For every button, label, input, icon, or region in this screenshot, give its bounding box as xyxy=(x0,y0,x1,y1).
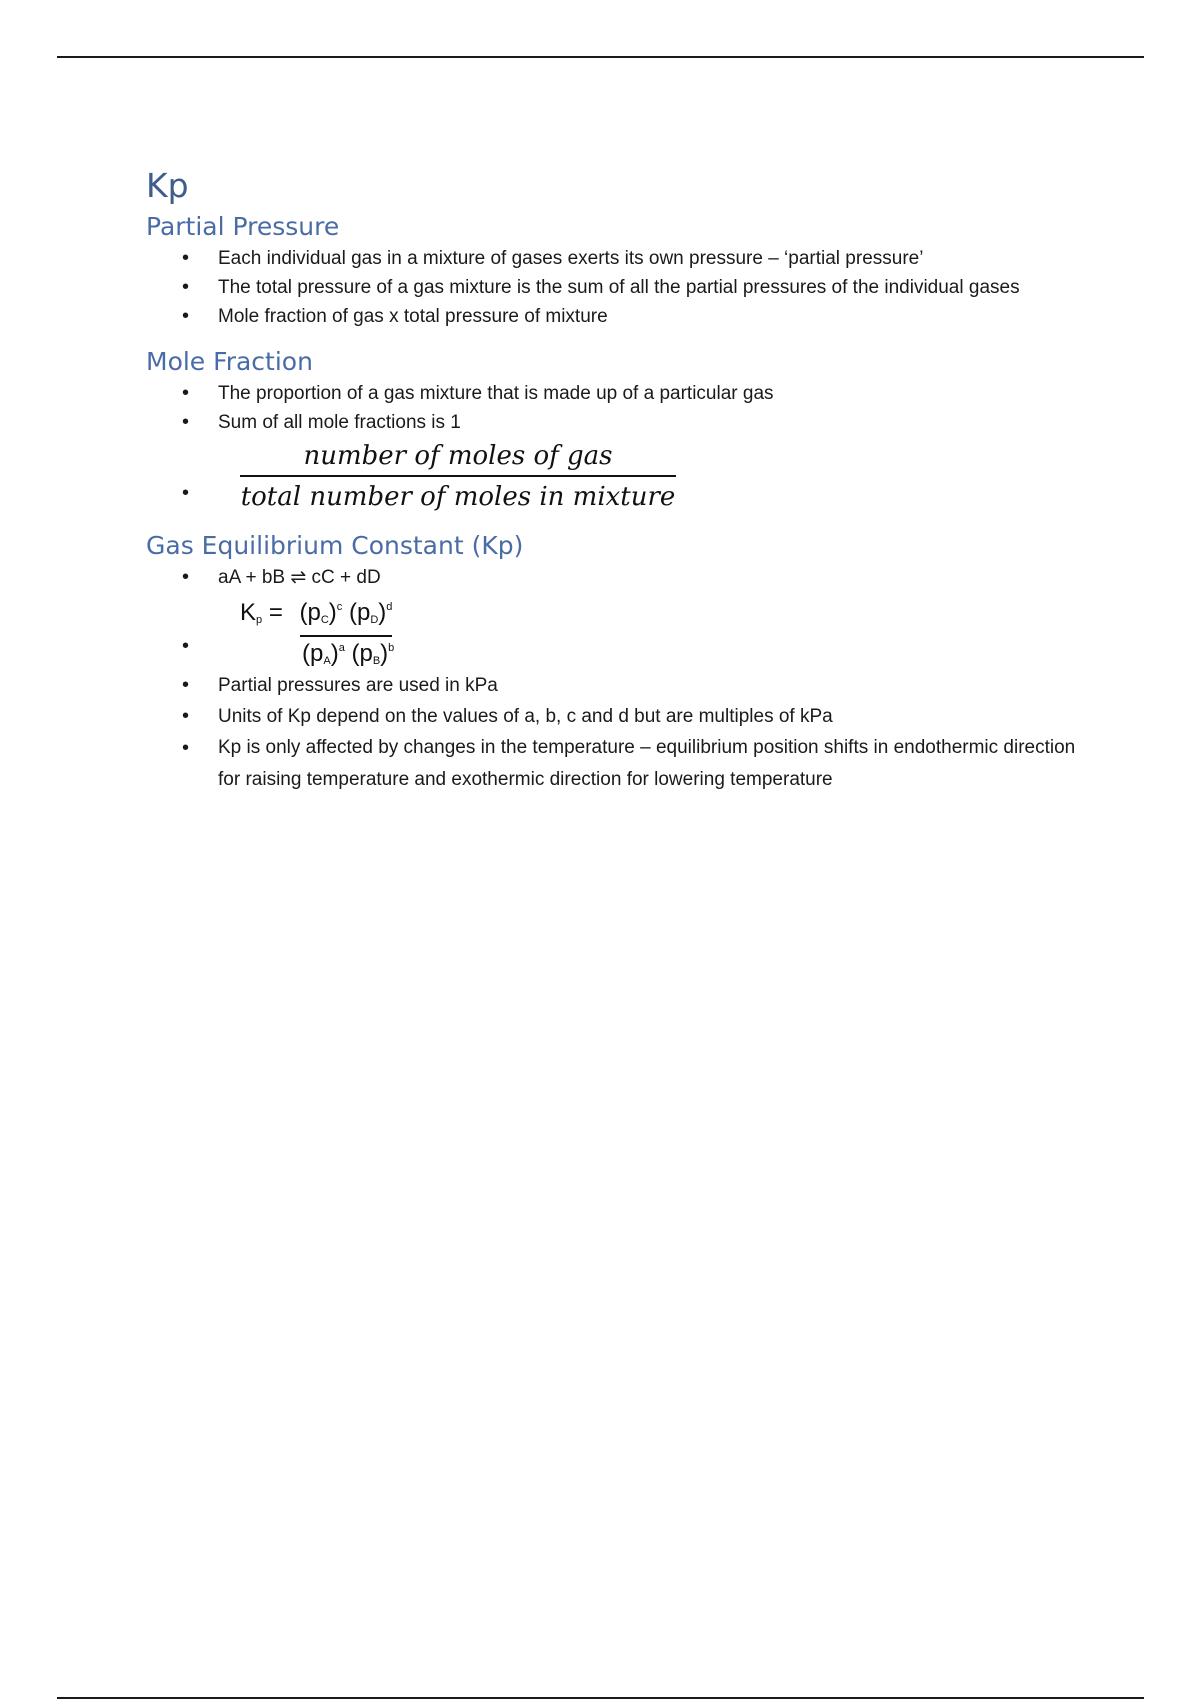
footer-rule xyxy=(57,1697,1144,1699)
partial-pressure-list xyxy=(146,244,1086,331)
mole-fraction-list xyxy=(146,379,1086,517)
heading-partial-pressure: Partial Pressure xyxy=(146,212,340,241)
heading-gas-equilibrium-constant: Gas Equilibrium Constant (Kp) xyxy=(146,531,524,560)
bullet-icon: • xyxy=(182,482,190,504)
list-item: • The proportion of a gas mixture that is made up of a particular gas xyxy=(146,379,1086,408)
formula-numerator: number of moles of gas xyxy=(240,437,676,477)
mole-fraction-formula-item xyxy=(146,437,1086,517)
list-item: • Units of Kp depend on the values of a, b, c and d but are multiples of kPa xyxy=(146,701,1086,732)
bullet-icon: • xyxy=(182,247,190,269)
bullet-icon: • xyxy=(182,635,190,657)
kp-formula-top: $K_p = (p_C)^c$ $(p_D)^d$ xyxy=(240,592,392,638)
mole-fraction-formula xyxy=(240,437,676,517)
bullet-icon: • xyxy=(182,566,190,588)
kp-formula-item xyxy=(146,592,1086,670)
bullet-icon: • xyxy=(182,674,190,696)
header-rule xyxy=(57,56,1144,58)
list-item: • Each individual gas in a mixture of gases exerts its own pressure – ‘partial pressure’ xyxy=(146,244,1086,273)
bullet-icon: • xyxy=(182,737,190,759)
equilibrium-equation: aA + bB ⇌ cC + dD xyxy=(218,567,381,588)
bullet-icon: • xyxy=(182,382,190,404)
bullet-icon: • xyxy=(182,305,190,327)
heading-mole-fraction: Mole Fraction xyxy=(146,347,313,376)
formula-denominator: total number of moles in mixture xyxy=(240,482,676,512)
list-item xyxy=(146,563,1086,592)
bullet-icon: • xyxy=(182,276,190,298)
list-item: • Sum of all mole fractions is 1 xyxy=(146,408,1086,437)
list-item: • Partial pressures are used in kPa xyxy=(146,670,1086,701)
kp-numerator: $(p_C)^c$ $(p_D)^d$ xyxy=(300,592,393,637)
bullet-icon: • xyxy=(182,411,190,433)
kp-list xyxy=(146,563,1086,796)
page-title: Kp xyxy=(146,166,189,205)
list-item: • Kp is only affected by changes in the temperature – equilibrium position shifts in endothermic direction for raising temperature and exothermic direction for lowering temperature xyxy=(146,732,1086,796)
kp-denominator: $(p_A)^a$ $(p_B)^b$ xyxy=(302,640,395,667)
list-item: • Mole fraction of gas x total pressure of mixture xyxy=(146,302,1086,331)
list-item: • The total pressure of a gas mixture is the sum of all the partial pressures of the individual gases xyxy=(146,273,1086,302)
document-body xyxy=(146,162,1086,796)
bullet-icon: • xyxy=(182,705,190,727)
